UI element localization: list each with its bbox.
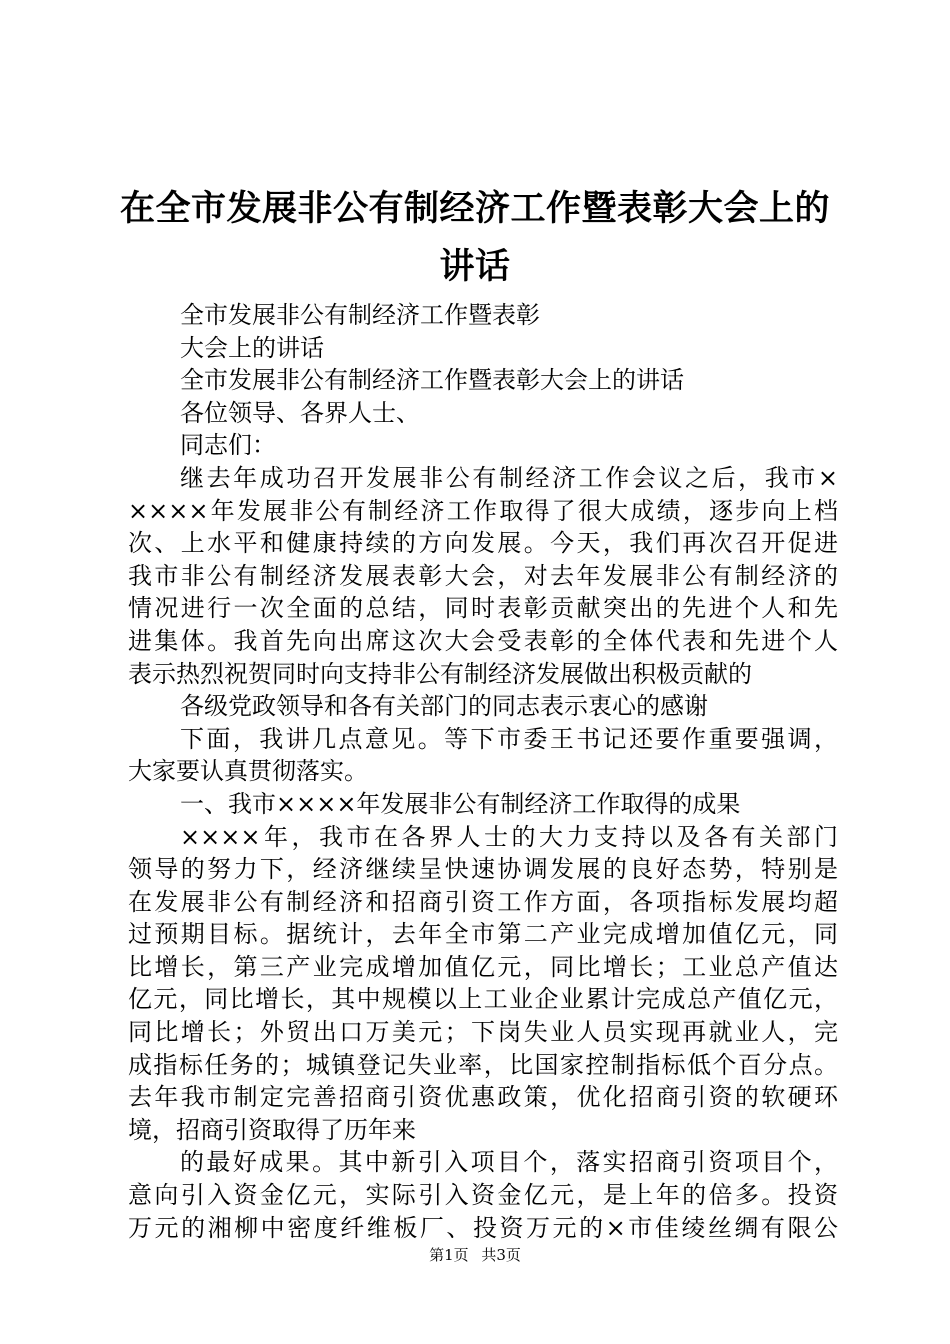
- text-line: 意向引入资金亿元，实际引入资金亿元，是上年的倍多。投资: [128, 1181, 838, 1210]
- text-line: 比增长，第三产业完成增加值亿元，同比增长；工业总产值达: [128, 952, 838, 981]
- text-line: 过预期目标。据统计，去年全市第二产业完成增加值亿元，同: [128, 920, 838, 949]
- text-line: 各位领导、各界人士、: [180, 398, 420, 427]
- page-footer: [0, 1246, 950, 1264]
- text-line: 大会上的讲话: [180, 333, 324, 362]
- text-line: ××××年发展非公有制经济工作取得了很大成绩，逐步向上档: [128, 496, 838, 525]
- text-line: 去年我市制定完善招商引资优惠政策，优化招商引资的软硬环: [128, 1083, 838, 1112]
- text-line: 表示热烈祝贺同时向支持非公有制经济发展做出积极贡献的: [128, 659, 752, 688]
- text-line: ××××年，我市在各界人士的大力支持以及各有关部门: [180, 822, 838, 851]
- text-line: 全市发展非公有制经济工作暨表彰大会上的讲话: [180, 366, 684, 395]
- text-line: 大家要认真贯彻落实。: [128, 757, 368, 786]
- page-title-line-2: 讲话: [439, 247, 511, 287]
- page-number: 第1页: [429, 1246, 469, 1264]
- text-line: 的最好成果。其中新引入项目个，落实招商引资项目个，: [180, 1148, 838, 1177]
- text-line: 同志们：: [180, 431, 276, 460]
- text-line: 我市非公有制经济发展表彰大会，对去年发展非公有制经济的: [128, 561, 838, 590]
- text-line: 同比增长；外贸出口万美元；下岗失业人员实现再就业人，完: [128, 1018, 838, 1047]
- text-line: 亿元，同比增长，其中规模以上工业企业累计完成总产值亿元，: [128, 985, 838, 1014]
- text-line: 境，招商引资取得了历年来: [128, 1115, 416, 1144]
- text-line: 领导的努力下，经济继续呈快速协调发展的良好态势，特别是: [128, 855, 838, 884]
- text-line: 下面，我讲几点意见。等下市委王书记还要作重要强调，: [180, 724, 838, 753]
- text-line: 各级党政领导和各有关部门的同志表示衷心的感谢: [180, 692, 708, 721]
- text-line: 情况进行一次全面的总结，同时表彰贡献突出的先进个人和先: [128, 594, 838, 623]
- text-line: 万元的湘柳中密度纤维板厂、投资万元的×市佳绫丝绸有限公: [128, 1213, 838, 1242]
- text-line: 全市发展非公有制经济工作暨表彰: [180, 301, 540, 329]
- text-line: 进集体。我首先向出席这次大会受表彰的全体代表和先进个人: [128, 626, 838, 655]
- text-line: 次、上水平和健康持续的方向发展。今天，我们再次召开促进: [128, 529, 838, 558]
- text-line: 一、我市××××年发展非公有制经济工作取得的成果: [180, 789, 741, 818]
- text-line: 在发展非公有制经济和招商引资工作方面，各项指标发展均超: [128, 887, 838, 916]
- text-line: 继去年成功召开发展非公有制经济工作会议之后，我市×: [180, 463, 838, 492]
- document-body: [128, 299, 838, 1244]
- page-title-line-1: 在全市发展非公有制经济工作暨表彰大会上的: [119, 189, 830, 229]
- text-line: 成指标任务的；城镇登记失业率，比国家控制指标低个百分点。: [128, 1050, 838, 1079]
- page-total: 共3页: [481, 1246, 521, 1264]
